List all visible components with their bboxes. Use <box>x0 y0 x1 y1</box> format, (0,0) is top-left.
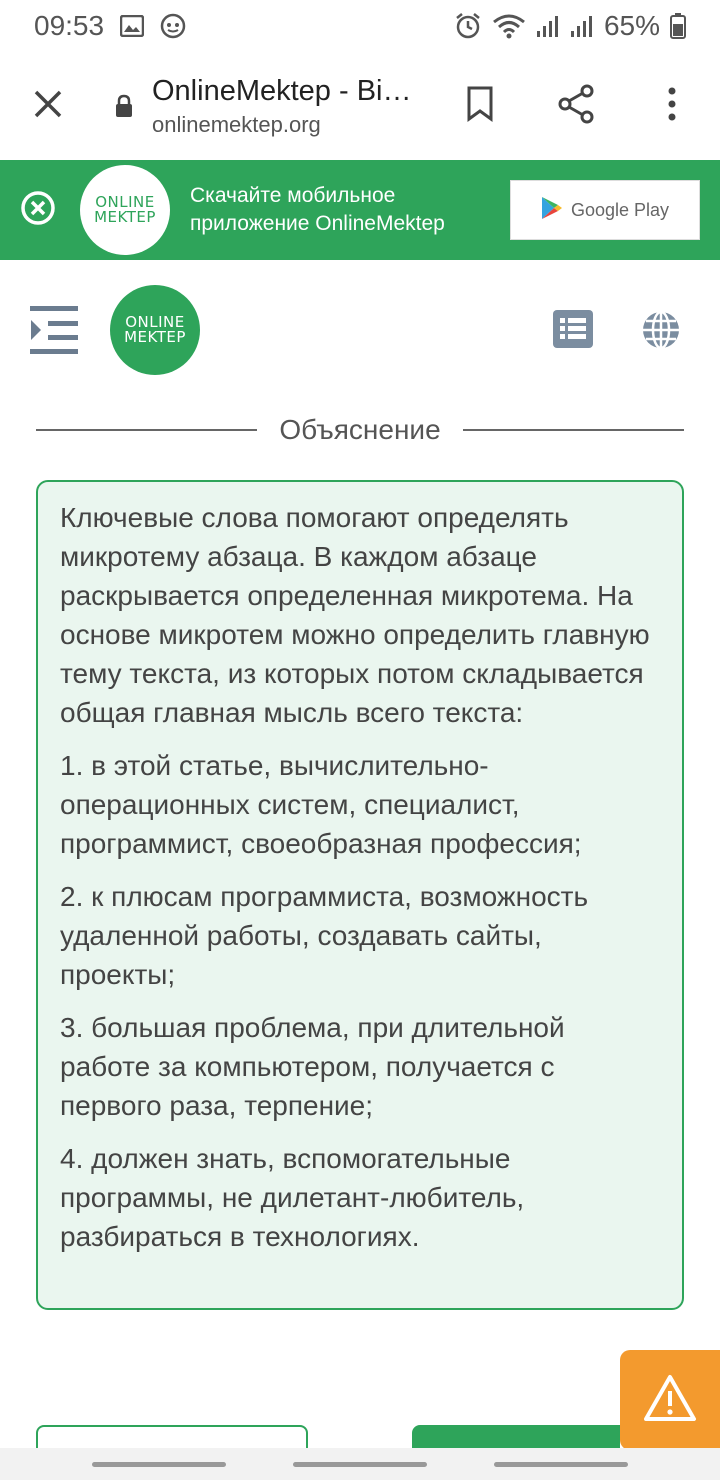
google-play-label: Google Play <box>570 199 670 220</box>
lock-icon[interactable] <box>96 94 152 118</box>
bookmark-icon <box>466 86 494 127</box>
shield-icon <box>160 13 186 39</box>
browser-toolbar <box>0 52 720 160</box>
logo-line2: MEKTEP <box>94 208 156 226</box>
signal-icon <box>570 14 594 38</box>
section-title: Объяснение <box>279 414 441 445</box>
list-icon <box>553 335 593 352</box>
status-time: 09:53 <box>34 10 105 41</box>
banner-close-button[interactable] <box>0 190 76 231</box>
explanation-box <box>36 480 684 1310</box>
nav-recents[interactable] <box>92 1462 226 1467</box>
page-title: OnlineMektep - Bi… <box>152 74 412 107</box>
explanation-item-4: 4. должен знать, вспомогательные программы, не дилетант-любитель, разбираться в технологиях. <box>60 1143 525 1252</box>
explanation-item-1: 1. в этой статье, вычислительно-операционных систем, специалист, программист, своеобразная профессия; <box>60 750 582 859</box>
more-menu-button[interactable] <box>624 52 720 160</box>
warning-icon <box>643 1374 697 1427</box>
site-logo[interactable] <box>110 285 200 375</box>
address-bar[interactable] <box>152 75 432 138</box>
side-menu-button[interactable] <box>28 304 80 361</box>
menu-indent-icon <box>28 343 80 360</box>
image-icon <box>120 15 144 37</box>
bookmark-button[interactable] <box>432 52 528 160</box>
report-button[interactable] <box>620 1350 720 1450</box>
signal-icon <box>536 14 560 38</box>
alarm-icon <box>454 12 482 40</box>
logo-line1: ONLINE <box>95 193 155 211</box>
close-tab-button[interactable] <box>0 52 96 160</box>
divider-line <box>36 429 257 431</box>
logo-line2: MEKTEP <box>124 328 186 346</box>
divider-line <box>463 429 684 431</box>
language-button[interactable] <box>641 310 681 355</box>
google-play-icon <box>541 196 563 225</box>
app-download-banner <box>0 160 720 260</box>
google-play-button[interactable] <box>510 180 700 240</box>
more-vert-icon <box>667 87 677 126</box>
list-button[interactable] <box>553 310 593 353</box>
globe-icon <box>641 337 681 354</box>
page-url: onlinemektep.org <box>152 111 321 137</box>
share-button[interactable] <box>528 52 624 160</box>
nav-back[interactable] <box>494 1462 628 1467</box>
explanation-item-3: 3. большая проблема, при длительной работе за компьютером, получается с первого раза, терпение; <box>60 1012 565 1121</box>
banner-text: Скачайте мобильное приложение OnlineMektep <box>190 184 445 235</box>
system-nav-bar <box>0 1448 720 1480</box>
explanation-item-2: 2. к плюсам программиста, возможность удаленной работы, создавать сайты, проекты; <box>60 881 589 990</box>
close-circle-icon <box>20 190 56 231</box>
battery-percent: 65% <box>603 10 660 41</box>
section-divider <box>36 410 684 450</box>
battery-icon <box>670 13 686 39</box>
nav-home[interactable] <box>293 1462 427 1467</box>
logo-line1: ONLINE <box>125 313 185 331</box>
explanation-intro: Ключевые слова помогают определять микротему абзаца. В каждом абзаце раскрывается определенная микротема. На основе микротем можно определить главную тему текста, из которых потом складывается общая главная мысль всего текста: <box>60 502 650 728</box>
banner-logo <box>80 165 170 255</box>
share-icon <box>557 84 595 129</box>
close-icon <box>33 89 63 124</box>
site-header <box>0 260 720 400</box>
status-bar <box>0 0 720 52</box>
wifi-icon <box>492 13 526 39</box>
